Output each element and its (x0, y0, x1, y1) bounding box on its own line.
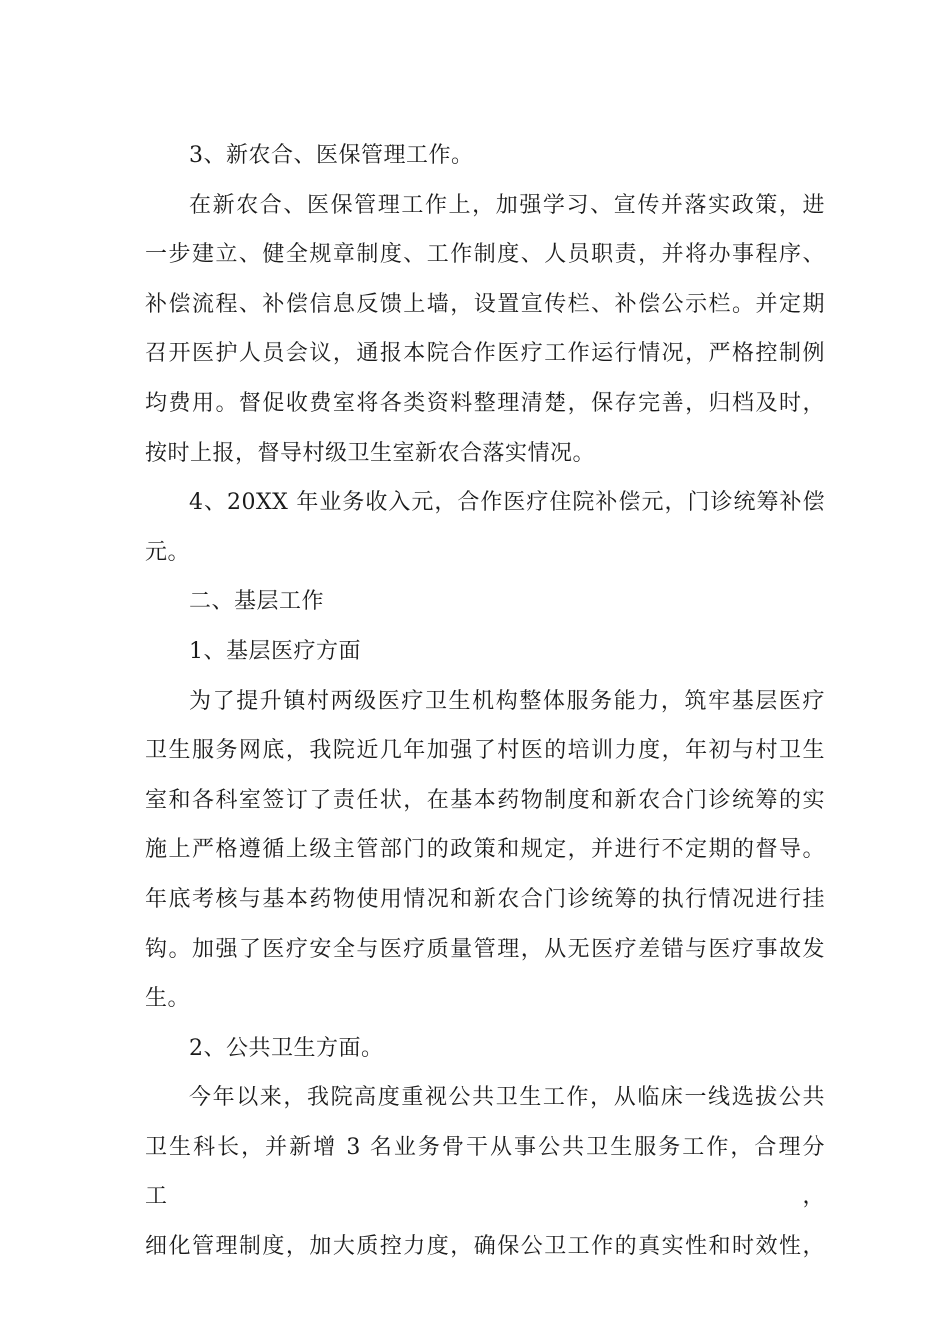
paragraph-line: 在新农合、医保管理工作上，加强学习、宣传并落实政策，进 (189, 192, 825, 218)
paragraph-line: 一步建立、健全规章制度、工作制度、人员职责，并将办事程序、 (145, 242, 825, 268)
paragraph-line: 4、20XX 年业务收入元，合作医疗住院补偿元，门诊统筹补偿 (189, 490, 825, 516)
paragraph-line: 均费用。督促收费室将各类资料整理清楚，保存完善，归档及时， (145, 390, 825, 416)
paragraph-line: 召开医护人员会议，通报本院合作医疗工作运行情况，严格控制例 (145, 341, 825, 367)
paragraph-line: 补偿流程、补偿信息反馈上墙，设置宣传栏、补偿公示栏。并定期 (145, 291, 825, 317)
paragraph-line: 卫生科长，并新增 3 名业务骨干从事公共卫生服务工作，合理分工， (145, 1134, 825, 1210)
paragraph-line: 年底考核与基本药物使用情况和新农合门诊统筹的执行情况进行挂 (145, 886, 825, 912)
paragraph-line: 钩。加强了医疗安全与医疗质量管理，从无医疗差错与医疗事故发 (145, 936, 825, 962)
paragraph-line: 元。 (145, 539, 191, 565)
subsection-heading-public-health: 2、公共卫生方面。 (189, 1035, 384, 1061)
paragraph-line: 今年以来，我院高度重视公共卫生工作，从临床一线选拔公共 (189, 1085, 825, 1111)
paragraph-line: 为了提升镇村两级医疗卫生机构整体服务能力，筑牢基层医疗 (189, 688, 825, 714)
section-heading-ncms: 3、新农合、医保管理工作。 (189, 143, 474, 168)
paragraph-line: 卫生服务网底，我院近几年加强了村医的培训力度，年初与村卫生 (145, 738, 825, 764)
paragraph-line: 生。 (145, 986, 191, 1012)
paragraph-line: 按时上报，督导村级卫生室新农合落实情况。 (145, 440, 596, 466)
section-heading-grassroots: 二、基层工作 (189, 589, 325, 615)
subsection-heading-medical: 1、基层医疗方面 (189, 638, 361, 664)
document-body (145, 131, 825, 1272)
paragraph-line: 室和各科室签订了责任状，在基本药物制度和新农合门诊统筹的实 (145, 787, 825, 813)
paragraph-line: 细化管理制度，加大质控力度，确保公卫工作的真实性和时效性， (145, 1234, 825, 1260)
paragraph-line: 施上严格遵循上级主管部门的政策和规定，并进行不定期的督导。 (145, 837, 825, 863)
